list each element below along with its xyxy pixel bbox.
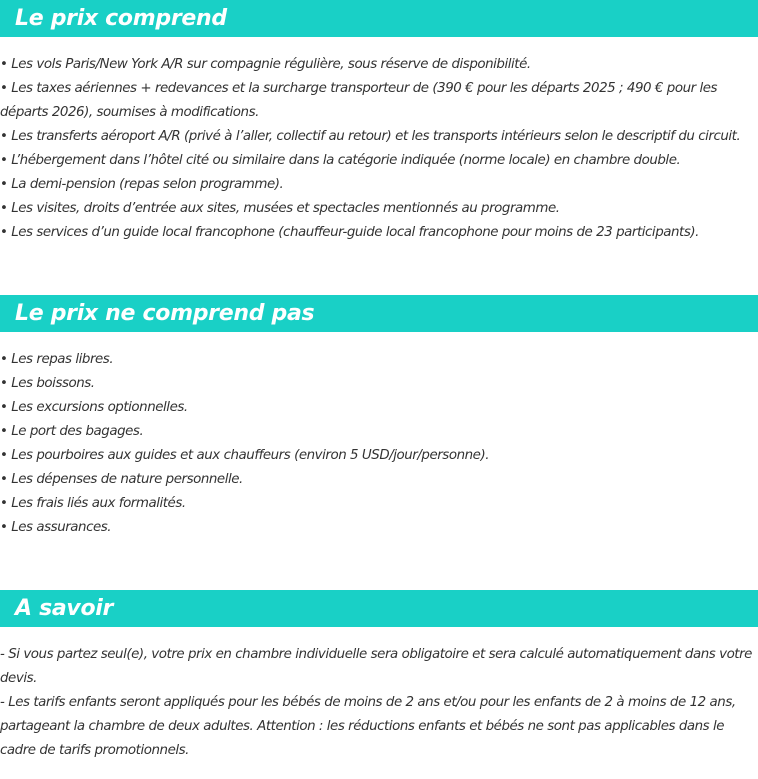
list-item: • Les taxes aériennes + redevances et la surcharge transporteur de (390 € pour les départs 2025 ; 490 € pour les départs 2026), soumises à modifications. [0, 81, 718, 120]
list-item: • Les assurances. [0, 520, 112, 535]
info-note-child-rates: - Les tarifs enfants seront appliqués pour les bébés de moins de 2 ans et/ou pour les enfants de 2 à moins de 12 ans, partageant la chambre de deux adultes. Attention : les réductions enfants et bébés ne sont pas applicables dans le cadre de tarifs promotionnels. [0, 695, 736, 758]
included-section-header [0, 0, 758, 37]
list-item: • Les visites, droits d’entrée aux sites, musées et spectacles mentionnés au programme. [0, 201, 560, 216]
info-note-single-room: - Si vous partez seul(e), votre prix en chambre individuelle sera obligatoire et sera calculé automatiquement dans votre devis. [0, 647, 752, 686]
list-item: • Les vols Paris/New York A/R sur compagnie régulière, sous réserve de disponibilité. [0, 57, 531, 72]
list-item: • Les excursions optionnelles. [0, 400, 188, 415]
excluded-items-list [0, 348, 758, 540]
list-item: • Les transferts aéroport A/R (privé à l’aller, collectif au retour) et les transports intérieurs selon le descriptif du circuit. [0, 129, 741, 144]
excluded-section-header [0, 295, 758, 332]
list-item: • Le port des bagages. [0, 424, 144, 439]
list-item: • Les dépenses de nature personnelle. [0, 472, 243, 487]
list-item: • Les boissons. [0, 376, 95, 391]
info-notes [0, 643, 758, 763]
list-item: • Les repas libres. [0, 352, 114, 367]
info-section-title: A savoir [15, 596, 114, 621]
list-item: • Les frais liés aux formalités. [0, 496, 186, 511]
excluded-section-title: Le prix ne comprend pas [15, 301, 315, 326]
included-items-list [0, 53, 758, 245]
list-item: • Les pourboires aux guides et aux chauffeurs (environ 5 USD/jour/personne). [0, 448, 490, 463]
list-item: • Les services d’un guide local francophone (chauffeur-guide local francophone pour moins de 23 participants). [0, 225, 699, 240]
included-section-title: Le prix comprend [15, 6, 227, 31]
list-item: • L’hébergement dans l’hôtel cité ou similaire dans la catégorie indiquée (norme locale) en chambre double. [0, 153, 681, 168]
info-section-header [0, 590, 758, 627]
list-item: • La demi-pension (repas selon programme). [0, 177, 284, 192]
